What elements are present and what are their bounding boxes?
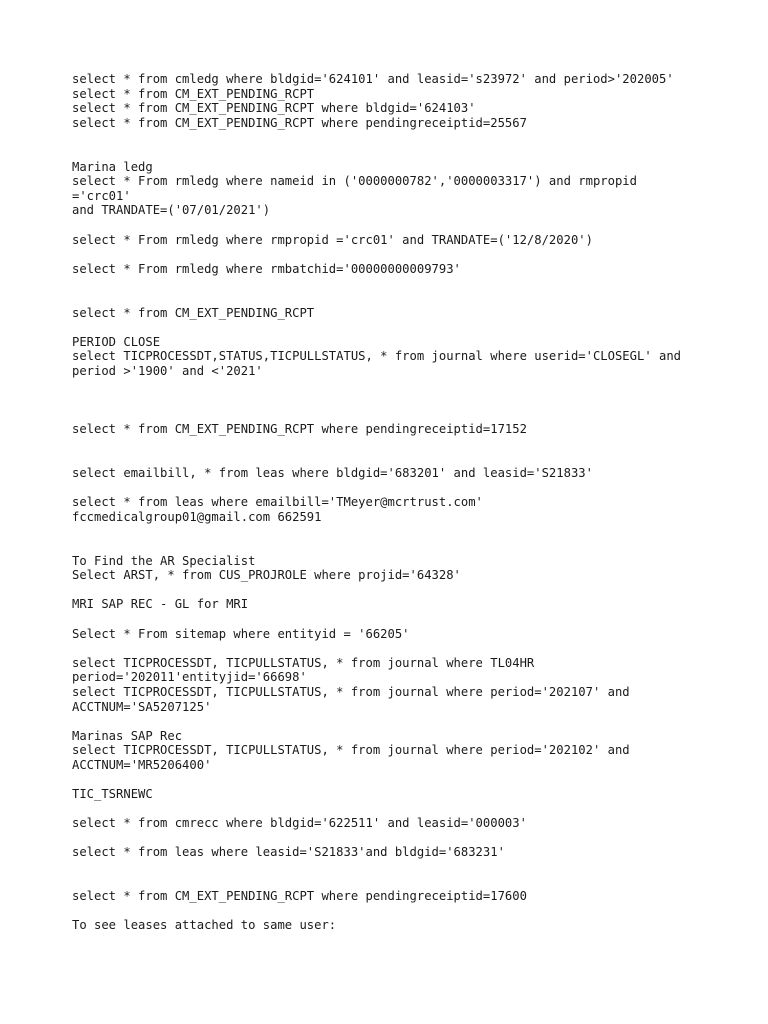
text-line: select TICPROCESSDT,STATUS,TICPULLSTATUS, * from journal where userid='CLOSEGL' and [72, 349, 682, 364]
section-heading: To Find the AR Specialist [72, 553, 256, 568]
section-heading: Marinas SAP Rec [72, 728, 183, 743]
section-heading: Marina ledg [72, 159, 153, 174]
text-line: ACCTNUM='SA5207125' [72, 699, 212, 714]
spacer [72, 641, 712, 656]
section-heading: TIC_TSRNEWC [72, 787, 153, 802]
spacer [72, 612, 712, 627]
section-heading: MRI SAP REC - GL for MRI [72, 597, 249, 612]
text-line: ='crc01' [72, 188, 131, 203]
document-page [72, 72, 712, 933]
text-line: select * from CM_EXT_PENDING_RCPT where pendingreceiptid=25567 [72, 115, 527, 130]
text-line: select * from CM_EXT_PENDING_RCPT where pendingreceiptid=17600 [72, 889, 527, 904]
text-line: period >'1900' and <'2021' [72, 363, 263, 378]
spacer [72, 247, 712, 262]
spacer [72, 276, 712, 305]
spacer [72, 802, 712, 817]
spacer [72, 481, 712, 496]
spacer [72, 714, 712, 729]
text-line: select * From rmledg where rmpropid ='crc01' and TRANDATE=('12/8/2020') [72, 232, 593, 247]
text-line: select * from cmrecc where bldgid='622511' and leasid='000003' [72, 816, 527, 831]
text-line: select TICPROCESSDT, TICPULLSTATUS, * from journal where period='202102' and [72, 743, 630, 758]
text-line: select * from leas where emailbill='TMeyer@mcrtrust.com' [72, 495, 483, 510]
text-line: Select * From sitemap where entityid = '66205' [72, 626, 410, 641]
text-line: select * from CM_EXT_PENDING_RCPT where pendingreceiptid=17152 [72, 422, 527, 437]
text-line: select * from leas where leasid='S21833'and bldgid='683231' [72, 845, 505, 860]
text-line: select * from CM_EXT_PENDING_RCPT where bldgid='624103' [72, 101, 476, 116]
text-line: select * From rmledg where rmbatchid='00000000009793' [72, 261, 461, 276]
spacer [72, 130, 712, 159]
text-line: select * From rmledg where nameid in ('0000000782','0000003317') and rmpropid [72, 174, 637, 189]
section-heading: To see leases attached to same user: [72, 918, 337, 933]
text-line: ACCTNUM='MR5206400' [72, 757, 212, 772]
spacer [72, 437, 712, 466]
text-line: Select ARST, * from CUS_PROJROLE where projid='64328' [72, 568, 461, 583]
spacer [72, 773, 712, 788]
spacer [72, 583, 712, 598]
text-line: select * from cmledg where bldgid='624101' and leasid='s23972' and period>'202005' [72, 72, 674, 86]
text-line: select * from CM_EXT_PENDING_RCPT [72, 305, 315, 320]
text-line: select emailbill, * from leas where bldgid='683201' and leasid='S21833' [72, 466, 593, 481]
spacer [72, 860, 712, 889]
spacer [72, 378, 712, 422]
text-line: fccmedicalgroup01@gmail.com 662591 [72, 509, 322, 524]
spacer [72, 904, 712, 919]
spacer [72, 218, 712, 233]
text-line: period='202011'entityjid='66698' [72, 670, 307, 685]
spacer [72, 831, 712, 846]
text-line: and TRANDATE=('07/01/2021') [72, 203, 271, 218]
spacer [72, 524, 712, 553]
spacer [72, 320, 712, 335]
text-line: select * from CM_EXT_PENDING_RCPT [72, 86, 315, 101]
section-heading: PERIOD CLOSE [72, 334, 161, 349]
text-line: select TICPROCESSDT, TICPULLSTATUS, * from journal where TL04HR [72, 655, 535, 670]
text-line: select TICPROCESSDT, TICPULLSTATUS, * from journal where period='202107' and [72, 684, 630, 699]
